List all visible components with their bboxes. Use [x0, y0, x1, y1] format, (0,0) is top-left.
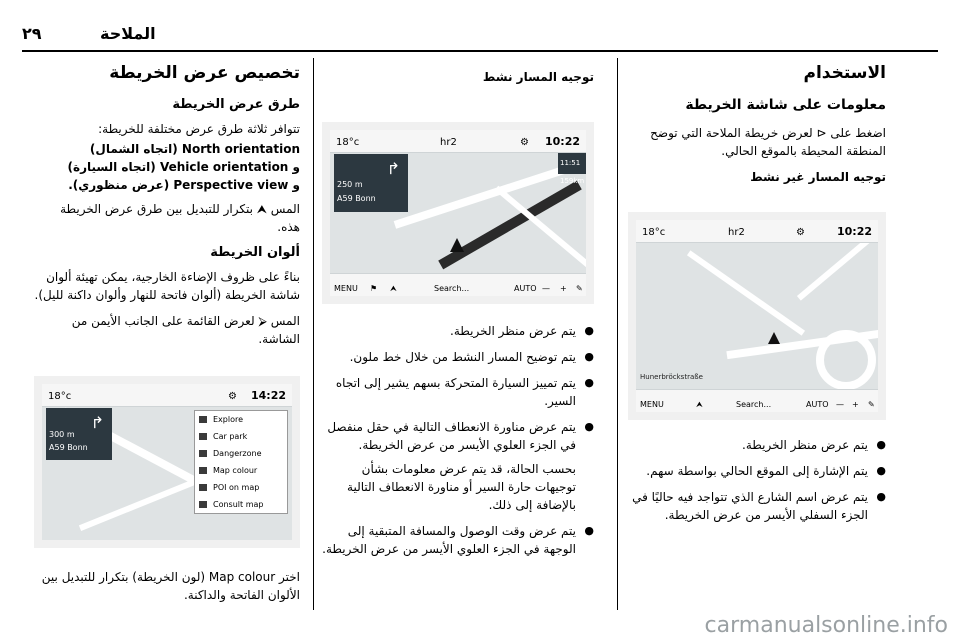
map-views-heading: طرق عرض الخريطة — [172, 97, 300, 112]
header-rule — [22, 50, 938, 52]
edit-icon[interactable]: ✎ — [868, 400, 875, 409]
page-header — [0, 0, 960, 52]
list-item: ● يتم توضيح المسار النشط من خلال خط ملون. — [322, 348, 594, 366]
list-item-note: بحسب الحالة، قد يتم عرض معلومات بشأن توجيهات حارة السير أو مناورة الانعطاف التالية بالإضافة إلى ذلك. — [347, 462, 576, 512]
gear-icon[interactable]: ⚙ — [228, 391, 237, 402]
left-column — [34, 58, 300, 612]
temperature: 18°c — [642, 227, 666, 238]
section-heading: تخصيص عرض الخريطة — [109, 63, 300, 83]
turn-distance: 250 m — [337, 180, 363, 189]
vehicle-arrow-icon — [450, 238, 464, 252]
street-label: Hunerbröckstraße — [640, 373, 703, 381]
search-field[interactable]: Search... — [736, 400, 772, 409]
section-heading: الاستخدام — [803, 63, 886, 83]
zoom-out-icon[interactable]: — — [836, 400, 844, 409]
turn-road: A59 Bonn — [337, 194, 376, 203]
views-note: المس ⮝ بتكرار للتبديل بين طرق عرض الخريطة هذه. — [60, 202, 300, 234]
menu-note: المس ⮚ لعرض القائمة على الجانب الأيمن من الشاشة. — [71, 314, 300, 346]
turn-right-icon: ↱ — [90, 413, 104, 432]
view-option: North orientation (اتجاه الشمال) — [89, 142, 300, 156]
map-colors-heading: ألوان الخريطة — [210, 245, 300, 260]
turn-right-icon: ↱ — [386, 159, 400, 178]
map-view-icon[interactable]: ⮝ — [696, 400, 703, 409]
watermark: carmanualsonline.info — [704, 613, 948, 638]
temperature: 18°c — [48, 391, 72, 402]
bullet-list — [322, 322, 594, 558]
menu-button[interactable]: MENU — [334, 284, 358, 293]
zoom-out-icon[interactable]: — — [542, 284, 550, 293]
menu-button[interactable]: MENU — [640, 400, 664, 409]
turn-distance: 300 m — [49, 430, 75, 439]
list-item — [322, 418, 594, 514]
map-views-intro: تتوافر ثلاثة طرق عرض مختلفة للخريطة: — [98, 122, 300, 136]
auto-zoom-button[interactable]: AUTO — [514, 284, 537, 293]
gear-icon[interactable]: ⚙ — [520, 137, 529, 148]
middle-column — [322, 58, 594, 566]
menu-item[interactable]: POI on map — [195, 479, 287, 496]
next-turn-box — [334, 154, 408, 212]
zoom-in-icon[interactable]: + — [560, 284, 567, 293]
view-option: و Perspective view (عرض منظوري). — [68, 178, 300, 192]
subheading: معلومات على شاشة الخريطة — [685, 97, 886, 113]
status-bar — [636, 220, 878, 243]
menu-item[interactable]: Explore — [195, 411, 287, 428]
clock: 10:22 — [544, 135, 580, 148]
radio-channel: hr2 — [440, 137, 457, 148]
clock: 10:22 — [836, 225, 872, 238]
menu-item[interactable]: Car park — [195, 428, 287, 445]
guidance-inactive-heading: توجيه المسار غير نشط — [750, 170, 886, 184]
list-item: ● يتم عرض منظر الخريطة. — [322, 322, 594, 340]
map-colour-caption: اختر Map colour (لون الخريطة) بتكرار للتبديل بين الألوان الفاتحة والداكنة. — [41, 570, 300, 602]
map-side-menu — [194, 410, 288, 514]
guidance-active-heading: توجيه المسار نشط — [482, 70, 594, 84]
next-turn-box — [46, 408, 112, 460]
map-menu-screenshot — [34, 376, 300, 548]
search-field[interactable]: Search... — [434, 284, 470, 293]
list-item-text: يتم عرض مناورة الانعطاف التالية في حقل منفصل في الجزء العلوي الأيسر من عرض الخريطة. — [327, 420, 576, 452]
bullet-list — [628, 436, 886, 524]
radio-channel: hr2 — [728, 227, 745, 238]
map-screenshot-active — [322, 122, 594, 304]
intro-paragraph: اضغط على ⊲ لعرض خريطة الملاحة التي توضح المنطقة المحيطة بالموقع الحالي. — [650, 126, 886, 158]
vehicle-arrow-icon — [768, 332, 780, 344]
list-item: ● يتم الإشارة إلى الموقع الحالي بواسطة سهم. — [628, 462, 886, 480]
gear-icon[interactable]: ⚙ — [796, 227, 805, 238]
remaining-distance: 159km — [560, 177, 585, 185]
map-screenshot-inactive — [628, 212, 886, 420]
bottom-bar — [636, 389, 878, 412]
view-option: و Vehicle orientation (اتجاه السيارة) — [67, 160, 300, 174]
turn-road: A59 Bonn — [49, 443, 88, 452]
list-item: ● يتم تمييز السيارة المتحركة بسهم يشير إلى اتجاه السير. — [322, 374, 594, 410]
bottom-bar — [330, 273, 586, 296]
list-item: ● يتم عرض وقت الوصول والمسافة المتبقية إلى الوجهة في الجزء العلوي الأيسر من عرض الخريطة. — [322, 522, 594, 558]
page-number: ٢٩ — [22, 24, 42, 43]
chapter-title: الملاحة — [100, 24, 156, 43]
status-bar — [330, 130, 586, 153]
menu-item[interactable]: Consult map — [195, 496, 287, 513]
right-column — [628, 58, 886, 532]
column-divider — [313, 58, 314, 610]
eta-box — [558, 152, 586, 185]
menu-item[interactable]: Dangerzone — [195, 445, 287, 462]
temperature: 18°c — [336, 137, 360, 148]
status-bar — [42, 384, 292, 407]
menu-item[interactable]: Map colour — [195, 462, 287, 479]
flag-icon[interactable]: ⚑ — [370, 284, 378, 293]
map-view-icon[interactable]: ⮝ — [390, 284, 397, 293]
arrival-time: 11:51 — [560, 159, 581, 167]
map-colors-text: بناءً على ظروف الإضاءة الخارجية، يمكن تهيئة ألوان شاشة الخريطة (ألوان فاتحة للنهار وألوان داكنة لليل). — [34, 270, 300, 302]
clock: 14:22 — [250, 389, 286, 402]
list-item: ● يتم عرض اسم الشارع الذي تتواجد فيه حاليًا في الجزء السفلي الأيسر من عرض الخريطة. — [628, 488, 886, 524]
zoom-in-icon[interactable]: + — [852, 400, 859, 409]
column-divider — [617, 58, 618, 610]
edit-icon[interactable]: ✎ — [576, 284, 583, 293]
list-item: ● يتم عرض منظر الخريطة. — [628, 436, 886, 454]
auto-zoom-button[interactable]: AUTO — [806, 400, 829, 409]
